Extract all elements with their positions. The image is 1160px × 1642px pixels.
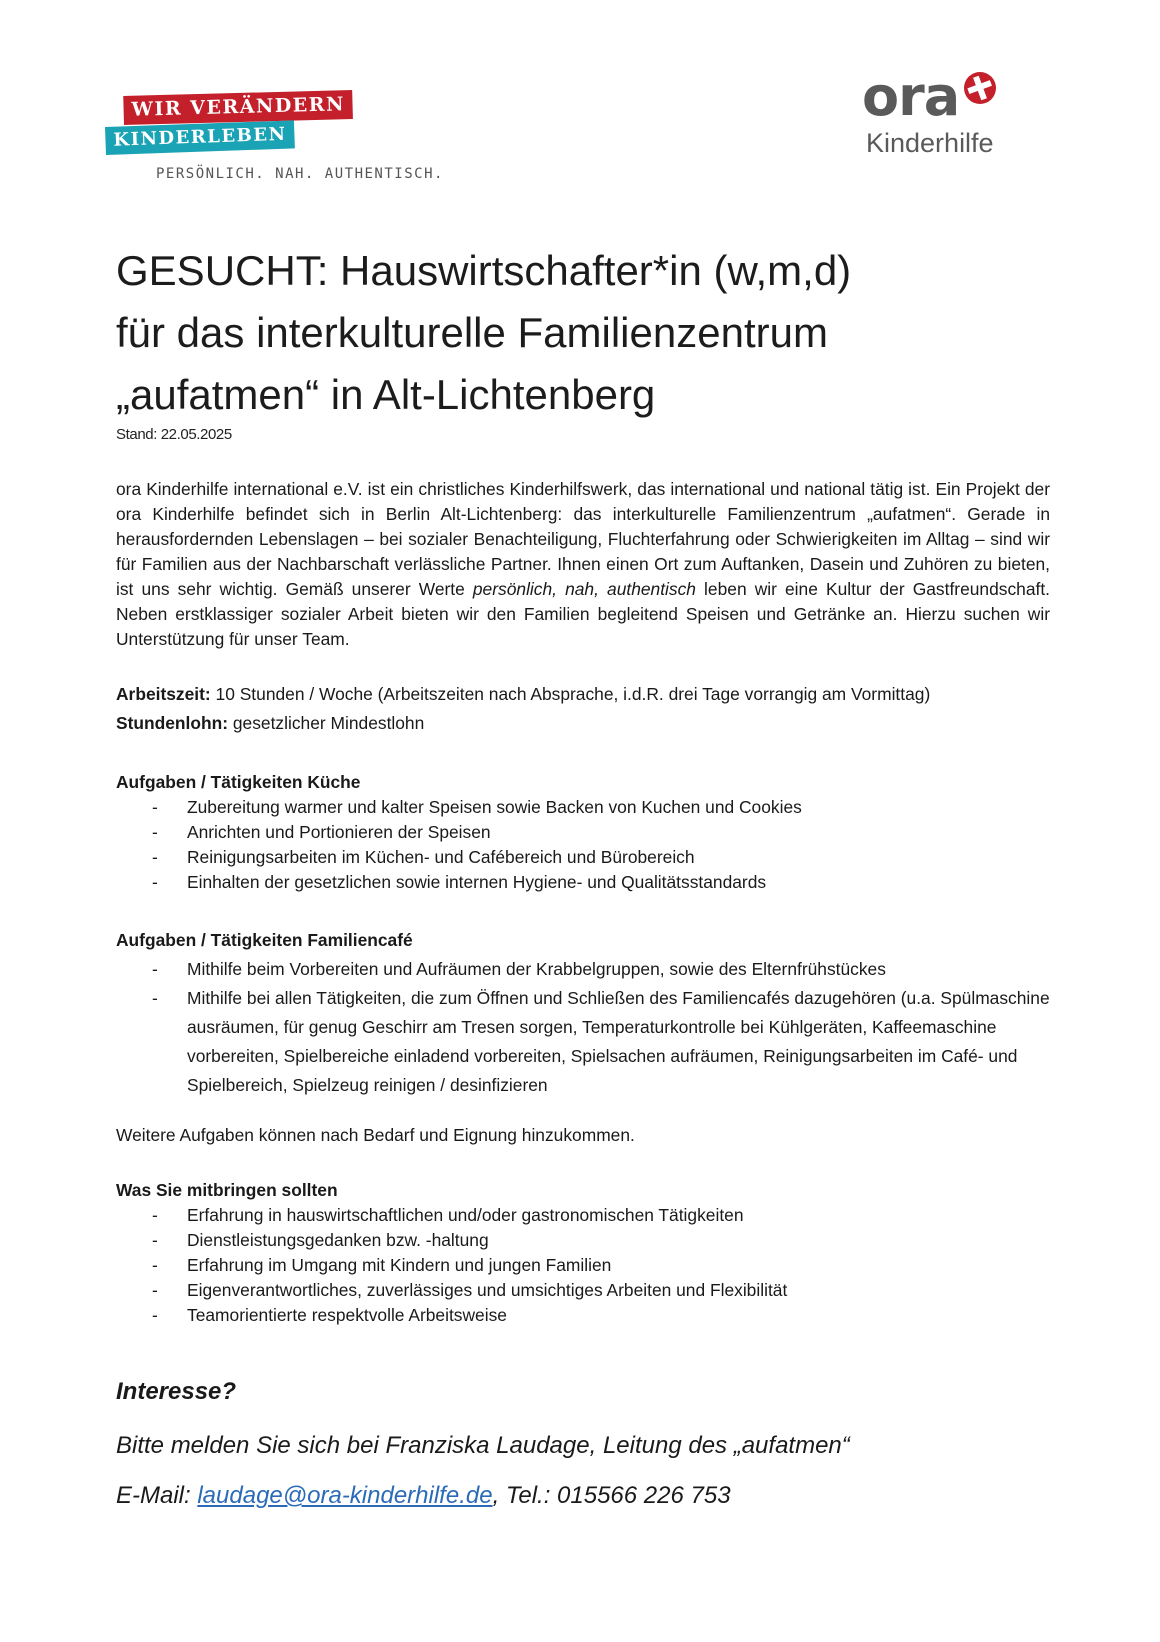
title-line-1: GESUCHT: Hauswirtschafter*in (w,m,d) xyxy=(116,247,852,294)
job-meta xyxy=(116,680,1050,738)
list-item xyxy=(116,820,1056,845)
interesse-heading: Interesse? xyxy=(116,1378,237,1405)
ora-heart-cross-icon xyxy=(962,70,998,106)
badge-wir-veraendern: WIR VERÄNDERN xyxy=(123,90,353,125)
list-item-text: Zubereitung warmer und kalter Speisen sowie Backen von Kuchen und Cookies xyxy=(187,797,802,817)
dash-bullet: - xyxy=(152,959,158,979)
contact-person-line: Bitte melden Sie sich bei Franziska Laudage, Leitung des „aufatmen“ xyxy=(116,1432,850,1459)
dash-bullet: - xyxy=(152,988,158,1008)
kueche-heading: Aufgaben / Tätigkeiten Küche xyxy=(116,772,361,792)
arbeitszeit-label: Arbeitszeit: xyxy=(116,684,211,704)
dash-bullet: - xyxy=(152,847,158,867)
stundenlohn-row xyxy=(116,709,1050,738)
values-italic: persönlich, nah, authentisch xyxy=(472,579,696,599)
list-item-text: Mithilfe beim Vorbereiten und Aufräumen der Krabbelgruppen, sowie des Elternfrühstückes xyxy=(187,959,886,979)
list-item-text: Reinigungsarbeiten im Küchen- und Cafébereich und Bürobereich xyxy=(187,847,695,867)
dash-bullet: - xyxy=(152,1205,158,1225)
tagline: PERSÖNLICH. NAH. AUTHENTISCH. xyxy=(156,166,444,182)
intro-paragraph xyxy=(116,477,1050,652)
list-item-text: Anrichten und Portionieren der Speisen xyxy=(187,822,491,842)
title-line-2: für das interkulturelle Familienzentrum xyxy=(116,309,828,356)
phone-text: , Tel.: 015566 226 753 xyxy=(492,1482,731,1509)
dash-bullet: - xyxy=(152,822,158,842)
list-item-text: Teamorientierte respektvolle Arbeitsweise xyxy=(187,1305,507,1325)
cafe-list xyxy=(116,955,1056,1100)
list-item xyxy=(116,984,1056,1100)
mitbringen-list xyxy=(116,1203,1056,1328)
section-kueche xyxy=(116,770,1056,895)
list-item xyxy=(116,955,1056,984)
weitere-aufgaben: Weitere Aufgaben können nach Bedarf und Eignung hinzukommen. xyxy=(116,1125,635,1145)
kueche-list xyxy=(116,795,1056,895)
section-mitbringen xyxy=(116,1178,1056,1328)
contact-details-line xyxy=(116,1482,731,1510)
dash-bullet: - xyxy=(152,1230,158,1250)
list-item-text: Erfahrung in hauswirtschaftlichen und/oder gastronomischen Tätigkeiten xyxy=(187,1205,744,1225)
section-familiencafe xyxy=(116,926,1056,1100)
dash-bullet: - xyxy=(152,797,158,817)
stundenlohn-value: gesetzlicher Mindestlohn xyxy=(228,713,425,733)
badge-kinderleben: KINDERLEBEN xyxy=(105,120,295,155)
dash-bullet: - xyxy=(152,872,158,892)
list-item xyxy=(116,870,1056,895)
list-item xyxy=(116,1228,1056,1253)
intro-text-1: ora Kinderhilfe international e.V. ist ein christliches Kinderhilfswerk, das international und national tätig ist. Ein Projekt der ora Kinderhilfe befindet sich in Berlin Alt-Lichtenberg: das interkulturelle Familienzentrum „aufatmen“. Gerade in herausfordernden Lebenslagen – bei sozialer Benachteiligung, Fluchterfahrung oder Schwierigkeiten im Alltag – sind wir für Familien aus der Nachbarschaft verlässliche Partner. Ihnen einen Ort zum Auftanken, Dasein und Zuhören zu bieten, ist uns sehr wichtig. Gemäß unserer Werte xyxy=(116,479,1050,599)
email-link[interactable]: laudage@ora-kinderhilfe.de xyxy=(197,1482,493,1509)
intro-text-2: leben wir eine Kultur der Gastfreundschaft. Neben erstklassiger sozialer Arbeit bieten wir den Familien begleitend Speisen und Getränke an. Hierzu suchen wir Unterstützung für unser Team. xyxy=(116,579,1050,649)
cafe-heading: Aufgaben / Tätigkeiten Familiencafé xyxy=(116,930,413,950)
ora-kinderhilfe-logo xyxy=(862,66,1022,166)
list-item xyxy=(116,1253,1056,1278)
list-item-text: Dienstleistungsgedanken bzw. -haltung xyxy=(187,1230,489,1250)
stundenlohn-label: Stundenlohn: xyxy=(116,713,229,733)
list-item-text: Erfahrung im Umgang mit Kindern und jungen Familien xyxy=(187,1255,612,1275)
stand-date: Stand: 22.05.2025 xyxy=(116,426,232,443)
dash-bullet: - xyxy=(152,1255,158,1275)
list-item xyxy=(116,1303,1056,1328)
wir-veraendern-logo xyxy=(104,94,464,194)
email-label: E-Mail: xyxy=(116,1482,198,1509)
list-item-text: Eigenverantwortliches, zuverlässiges und umsichtiges Arbeiten und Flexibilität xyxy=(187,1280,788,1300)
ora-subtitle: Kinderhilfe xyxy=(866,128,994,158)
dash-bullet: - xyxy=(152,1280,158,1300)
list-item xyxy=(116,1278,1056,1303)
title-line-3: „aufatmen“ in Alt-Lichtenberg xyxy=(116,371,656,418)
list-item-text: Mithilfe bei allen Tätigkeiten, die zum Öffnen und Schließen des Familiencafés dazugehören (u.a. Spülmaschine ausräumen, für genug Geschirr am Tresen sorgen, Temperaturkontrolle bei Kühlgeräten, Kaffeemaschine vorbereiten, Spielbereiche einladend vorbereiten, Spielsachen aufräumen, Reinigungsarbeiten im Café- und Spielbereich, Spielzeug reinigen / desinfizieren xyxy=(187,988,1050,1095)
arbeitszeit-value: 10 Stunden / Woche (Arbeitszeiten nach Absprache, i.d.R. drei Tage vorrangig am Vormittag) xyxy=(210,684,931,704)
list-item xyxy=(116,795,1056,820)
dash-bullet: - xyxy=(152,1305,158,1325)
mitbringen-heading: Was Sie mitbringen sollten xyxy=(116,1180,338,1200)
page-title xyxy=(116,240,1076,426)
list-item xyxy=(116,1203,1056,1228)
list-item-text: Einhalten der gesetzlichen sowie internen Hygiene- und Qualitätsstandards xyxy=(187,872,767,892)
list-item xyxy=(116,845,1056,870)
arbeitszeit-row xyxy=(116,680,1050,709)
ora-wordmark: ora xyxy=(862,65,960,128)
